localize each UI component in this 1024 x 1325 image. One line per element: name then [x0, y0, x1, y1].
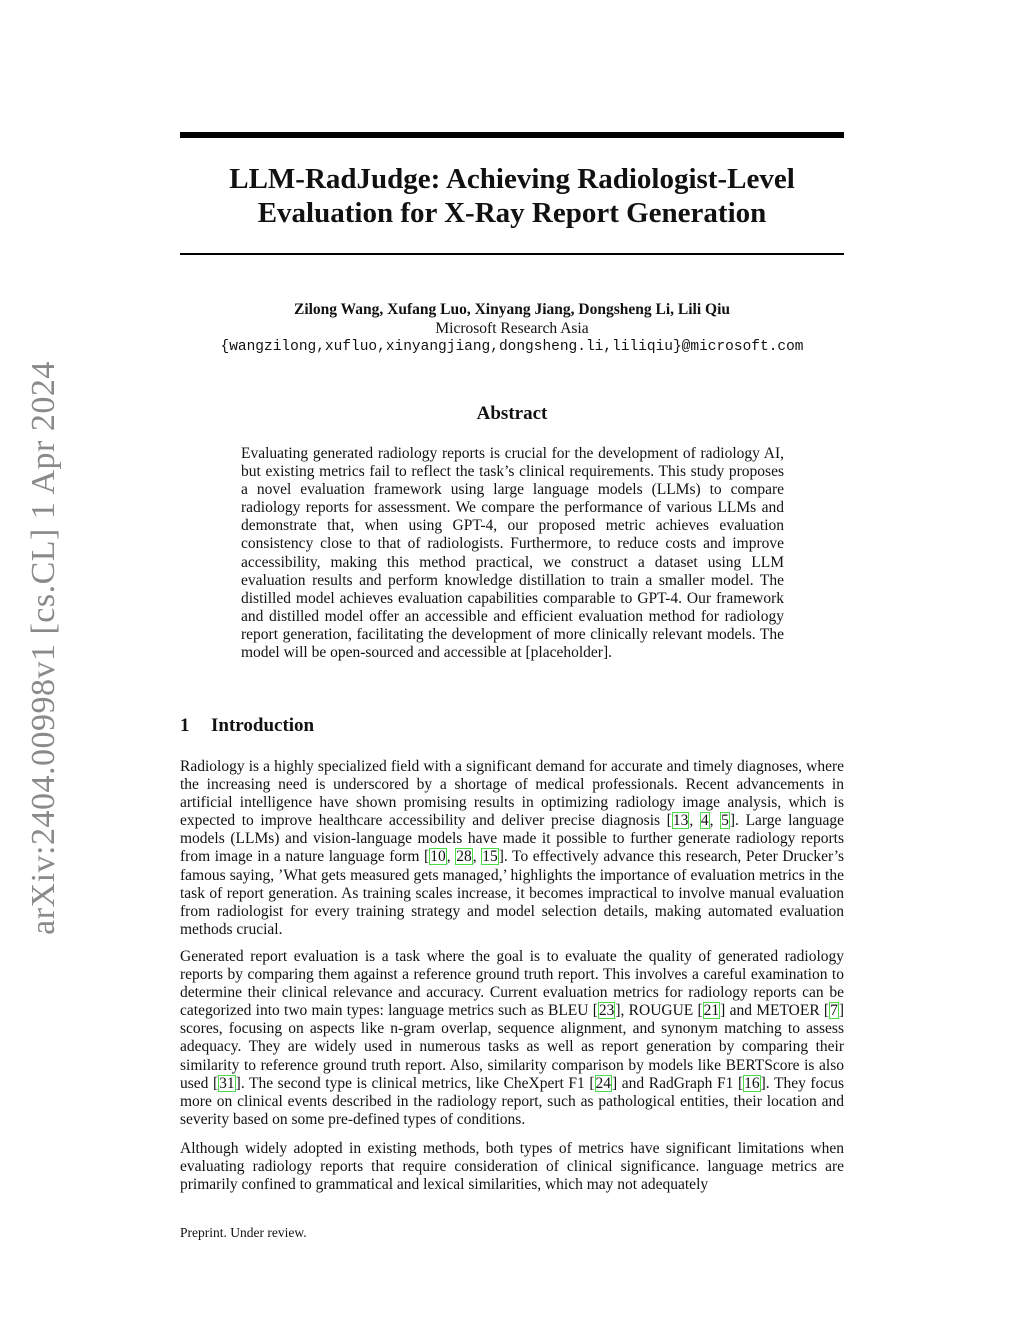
text-run: Generated report evaluation is a task where the goal is to evaluate the quality of generated radiology reports by comparing them against a reference ground truth report. This involves a careful examination to determine their clinical relevance and accuracy. Current evaluation metrics for radiology reports can be categorized into two main types: language metrics such as BLEU [ [180, 948, 844, 1020]
text-run: ]. To effectively advance this research, Peter Drucker’s famous saying, ’What gets measured gets managed,’ highlights the importance of evaluation metrics in the task of report generation. As training scales increase, it becomes impractical to involve manual evaluation from radiologist for every training strategy and model selection details, making automated evaluation methods crucial. [180, 848, 845, 938]
title-line-1: LLM-RadJudge: Achieving Radiologist-Level [229, 163, 795, 195]
text-run: ]. They focus more on clinical events described in the radiology report, such as pathological entities, their location and severity based on some pre-defined types of conditions. [180, 1074, 844, 1128]
section-number: 1 [180, 715, 190, 736]
title-line-2: Evaluation for X-Ray Report Generation [257, 197, 767, 229]
text-run: , [472, 848, 482, 866]
text-run: , [446, 848, 456, 866]
text-run: ] scores, focusing on aspects like n-gram overlap, sequence alignment, and synonym matching to assess adequacy. They are widely used in numerous tasks as well as report generation by comparing their similarity to reference ground truth report. Also, similarity comparison by models like BERTScore is also used [ [180, 1002, 844, 1092]
text-run: ] and RadGraph F1 [ [612, 1074, 744, 1092]
citation-link[interactable]: 23 [598, 1002, 615, 1020]
author-names: Zilong Wang, Xufang Luo, Xinyang Jiang, Dongsheng Li, Lili Qiu [293, 301, 730, 318]
intro-paragraph-3 [180, 1140, 844, 1194]
text-run: , [689, 812, 700, 830]
section-title: Introduction [211, 715, 315, 736]
citation-link[interactable]: 15 [482, 848, 498, 866]
author-block [180, 300, 844, 357]
citation-link[interactable]: 4 [700, 812, 709, 830]
paper-title [180, 162, 844, 230]
title-top-rule [180, 132, 844, 138]
citation-link[interactable]: 28 [456, 848, 472, 866]
citation-link[interactable]: 24 [595, 1074, 612, 1092]
arxiv-identifier: arXiv:2404.00998v1 [cs.CL] 1 Apr 2024 [25, 361, 62, 935]
page-footer: Preprint. Under review. [180, 1225, 307, 1240]
citation-link[interactable]: 16 [744, 1074, 760, 1092]
section-heading-introduction [180, 715, 314, 737]
text-run: ] and METOER [ [720, 1002, 830, 1020]
citation-link[interactable]: 7 [830, 1002, 838, 1020]
affiliation: Microsoft Research Asia [435, 320, 589, 337]
citation-link[interactable]: 5 [721, 812, 729, 830]
abstract-paragraph: Evaluating generated radiology reports is crucial for the development of radiology AI, but existing metrics fail to reflect the task’s clinical requirements. This study proposes a novel evaluation framework using large language models (LLMs) to compare radiology reports for assessment. We compare the performance of various LLMs and demonstrate that, when using GPT-4, our proposed metric achieves evaluation consistency close to that of radiologists. Furthermore, to reduce costs and improve accessibility, making this method practical, we construct a dataset using LLM evaluation results and perform knowledge distillation to train a smaller model. The distilled model achieves evaluation capabilities comparable to GPT-4. Our framework and distilled model offer an accessible and efficient evaluation method for radiology report generation, facilitating the development of more clinically relevant models. The model will be open-sourced and accessible at [placeholder]. [241, 445, 784, 662]
citation-link[interactable]: 31 [219, 1074, 235, 1092]
text-run: , [709, 812, 721, 830]
author-emails: {wangzilong,xufluo,xinyangjiang,dongsheng.li,liliqiu}@microsoft.com [220, 339, 804, 355]
text-run: Radiology is a highly specialized field with a significant demand for accurate and timely diagnoses, where the increasing need is underscored by a shortage of medical professionals. Recent advancements in artificial intelligence have shown promising results in optimizing radiology image analysis, which is expected to improve healthcare accessibility and deliver precise diagnosis [ [180, 758, 844, 830]
citation-link[interactable]: 13 [672, 812, 689, 830]
abstract-text [241, 445, 784, 662]
text-run: ]. Large language models (LLMs) and vision-language models have made it possible to further generate radiology reports from image in a nature language form [ [180, 812, 845, 866]
text-run: ], ROUGUE [ [615, 1002, 703, 1020]
citation-link[interactable]: 21 [703, 1002, 720, 1020]
citation-link[interactable]: 10 [430, 848, 446, 866]
intro-paragraph-1 [180, 758, 844, 939]
text-run: ]. The second type is clinical metrics, like CheXpert F1 [ [235, 1074, 595, 1092]
abstract-heading: Abstract [476, 403, 548, 424]
intro-paragraph-2 [180, 948, 844, 1129]
title-bottom-rule [180, 253, 844, 255]
paragraph-text: Although widely adopted in existing methods, both types of metrics have significant limitations when evaluating radiology reports that require consideration of clinical significance. language metrics are primarily confined to grammatical and lexical similarities, which may not adequately [180, 1140, 844, 1194]
